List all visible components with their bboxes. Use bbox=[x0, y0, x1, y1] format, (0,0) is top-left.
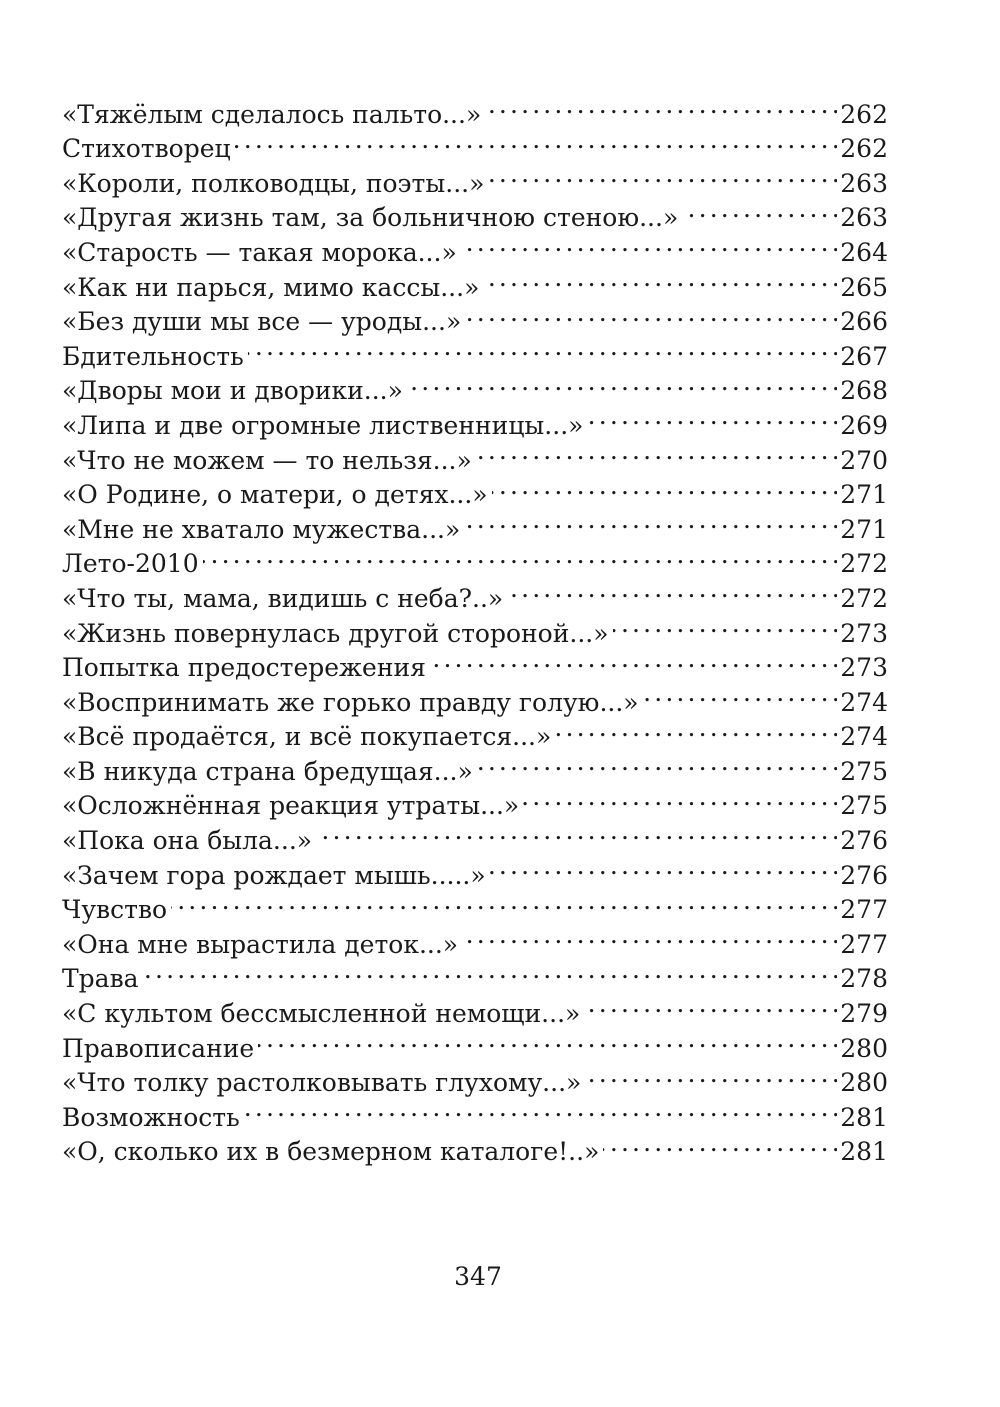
page-number: 347 bbox=[454, 1262, 502, 1291]
toc-entry-page: 281 bbox=[840, 1102, 888, 1132]
toc-entry-title: Бдительность bbox=[62, 341, 244, 371]
dot-leader bbox=[143, 953, 838, 988]
toc-entry-page: 275 bbox=[840, 791, 888, 821]
toc-entry-title: «Как ни парься, мимо кассы...» bbox=[62, 272, 480, 302]
dot-leader bbox=[587, 399, 837, 434]
dot-leader bbox=[488, 157, 837, 192]
toc-entry-title: «Жизнь повернулась другой стороной...» bbox=[62, 618, 609, 648]
toc-entry-page: 263 bbox=[840, 168, 888, 198]
table-of-contents bbox=[62, 88, 888, 1167]
toc-entry-page: 274 bbox=[840, 687, 888, 717]
toc-entry-title: «Что толку растолковывать глухому...» bbox=[62, 1068, 582, 1098]
toc-entry-title: «Тяжёлым сделалось пальто...» bbox=[62, 99, 482, 129]
toc-entry-title: «Всё продаётся, и всё покупается...» bbox=[62, 722, 552, 752]
dot-leader bbox=[603, 1126, 837, 1161]
dot-leader bbox=[483, 261, 837, 296]
toc-entry-page: 272 bbox=[840, 583, 888, 613]
toc-entry bbox=[62, 88, 888, 129]
dot-leader bbox=[476, 434, 837, 469]
dot-leader bbox=[235, 123, 838, 158]
dot-leader bbox=[244, 1091, 838, 1126]
dot-leader bbox=[316, 814, 837, 849]
toc-entry-title: Лето-2010 bbox=[62, 549, 199, 579]
toc-entry bbox=[62, 987, 888, 1029]
dot-leader bbox=[461, 226, 838, 261]
toc-entry-title: «Короли, полководцы, поэты...» bbox=[62, 168, 485, 198]
toc-entry-title: «Старость — такая морока...» bbox=[62, 237, 457, 267]
dot-leader bbox=[492, 469, 838, 504]
dot-leader bbox=[462, 918, 837, 953]
dot-leader bbox=[555, 711, 837, 746]
toc-entry-title: «Воспринимать же горько правду голую...» bbox=[62, 687, 639, 717]
toc-entry-page: 274 bbox=[840, 722, 888, 752]
dot-leader bbox=[407, 365, 837, 400]
toc-entry-page: 275 bbox=[840, 756, 888, 786]
toc-entry-title: Трава bbox=[62, 964, 139, 994]
toc-entry-title: «В никуда страна бредущая...» bbox=[62, 756, 473, 786]
toc-entry-page: 276 bbox=[840, 826, 888, 856]
toc-entry-title: «Она мне вырастила деток...» bbox=[62, 929, 459, 959]
dot-leader bbox=[682, 192, 837, 227]
toc-entry-title: «Осложнённая реакция утраты...» bbox=[62, 791, 520, 821]
toc-entry-title: Попытка предостережения bbox=[62, 653, 426, 683]
toc-entry-page: 268 bbox=[840, 376, 888, 406]
toc-entry-page: 281 bbox=[840, 1137, 888, 1167]
toc-entry-page: 273 bbox=[840, 618, 888, 648]
dot-leader bbox=[613, 607, 838, 642]
dot-leader bbox=[171, 884, 837, 919]
dot-leader bbox=[248, 330, 838, 365]
toc-entry-page: 271 bbox=[840, 514, 888, 544]
toc-entry bbox=[62, 953, 888, 994]
toc-entry-title: Чувство bbox=[62, 895, 168, 925]
dot-leader bbox=[258, 1022, 837, 1057]
toc-entry-page: 272 bbox=[840, 549, 888, 579]
toc-entry-title: «Без души мы все — уроды...» bbox=[62, 307, 462, 337]
toc-entry bbox=[62, 884, 888, 925]
toc-entry-page: 269 bbox=[840, 410, 888, 440]
toc-entry-page: 262 bbox=[840, 134, 888, 164]
toc-entry-page: 270 bbox=[840, 445, 888, 475]
toc-entry-page: 278 bbox=[840, 964, 888, 994]
dot-leader bbox=[465, 296, 837, 331]
toc-entry-page: 279 bbox=[840, 999, 888, 1029]
dot-leader bbox=[523, 780, 837, 815]
toc-entry-title: «Мне не хватало мужества...» bbox=[62, 514, 461, 544]
dot-leader bbox=[643, 676, 838, 711]
toc-entry-page: 280 bbox=[840, 1033, 888, 1063]
toc-entry-page: 262 bbox=[840, 99, 888, 129]
toc-entry-page: 277 bbox=[840, 895, 888, 925]
toc-entry-title: Стихотворец bbox=[62, 134, 231, 164]
dot-leader bbox=[584, 987, 837, 1022]
dot-leader bbox=[507, 572, 837, 607]
toc-entry-page: 264 bbox=[840, 237, 888, 267]
toc-entry-title: «Что не можем — то нельзя...» bbox=[62, 445, 472, 475]
toc-entry-title: «О, сколько их в безмерном каталоге!..» bbox=[62, 1137, 600, 1167]
toc-entry-title: «О Родине, о матери, о детях...» bbox=[62, 480, 488, 510]
toc-entry bbox=[62, 918, 888, 959]
toc-entry-page: 267 bbox=[840, 341, 888, 371]
toc-entry-title: «С культом бессмысленной немощи...» bbox=[62, 999, 581, 1029]
toc-entry-page: 265 bbox=[840, 272, 888, 302]
toc-entry-page: 276 bbox=[840, 860, 888, 890]
toc-entry-page: 263 bbox=[840, 203, 888, 233]
toc-entry-page: 266 bbox=[840, 307, 888, 337]
toc-entry-page: 277 bbox=[840, 929, 888, 959]
dot-leader bbox=[477, 745, 838, 780]
toc-entry-page: 273 bbox=[840, 653, 888, 683]
dot-leader bbox=[490, 849, 838, 884]
dot-leader bbox=[203, 538, 838, 573]
toc-entry-title: «Что ты, мама, видишь с неба?..» bbox=[62, 583, 504, 613]
dot-leader bbox=[430, 642, 837, 677]
toc-entry-title: «Пока она была...» bbox=[62, 826, 313, 856]
toc-entry-title: Правописание bbox=[62, 1033, 255, 1063]
toc-entry-title: «Дворы мои и дворики...» bbox=[62, 376, 403, 406]
toc-entry-title: «Зачем гора рождает мышь.....» bbox=[62, 860, 486, 890]
toc-entry-page: 280 bbox=[840, 1068, 888, 1098]
dot-leader bbox=[585, 1057, 837, 1092]
dot-leader bbox=[464, 503, 837, 538]
toc-entry-title: «Другая жизнь там, за больничною стеною...» bbox=[62, 203, 679, 233]
toc-entry-title: Возможность bbox=[62, 1102, 240, 1132]
toc-entry-title: «Липа и две огромные лиственницы...» bbox=[62, 410, 584, 440]
dot-leader bbox=[485, 88, 837, 123]
toc-entry-page: 271 bbox=[840, 480, 888, 510]
